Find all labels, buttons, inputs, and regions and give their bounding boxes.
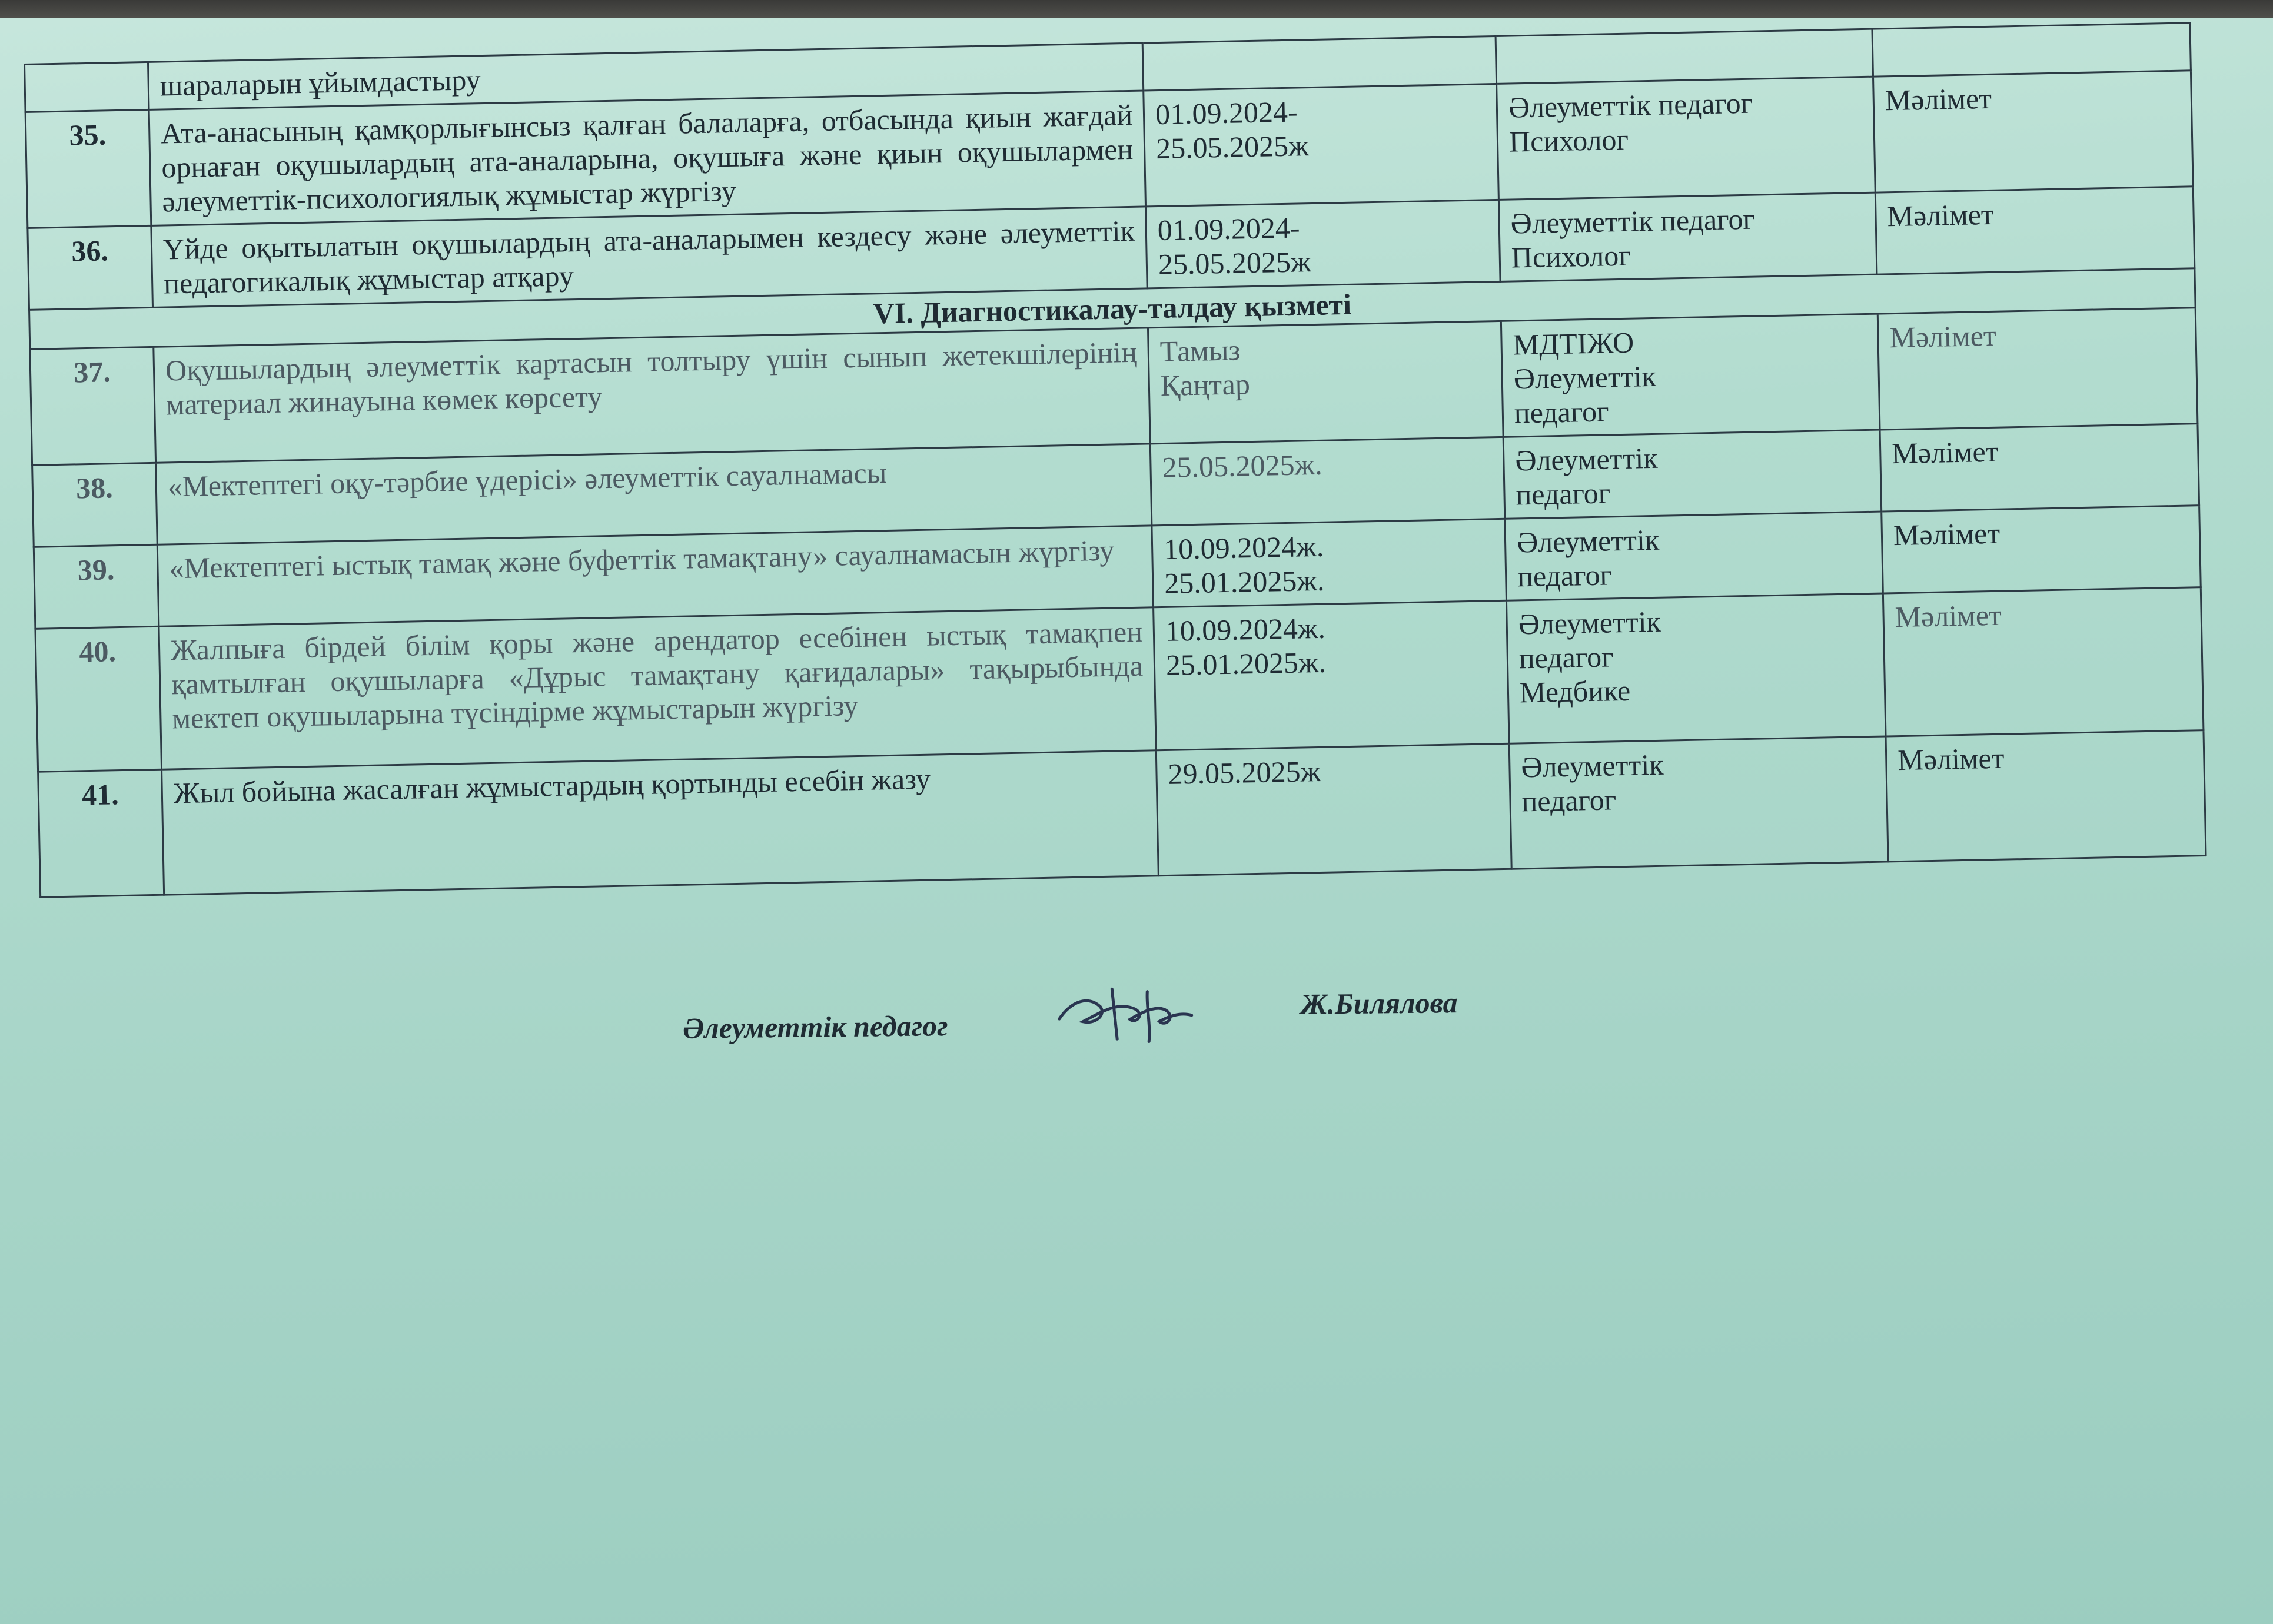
- signature-name: Ж.Билялова: [1300, 986, 1458, 1021]
- row-number: 36.: [28, 225, 153, 310]
- row-responsible: Әлеуметтік педагог: [1505, 512, 1883, 600]
- row-responsible: Әлеуметтік педагог Медбике: [1506, 593, 1886, 743]
- row-date: 10.09.2024ж. 25.01.2025ж.: [1154, 600, 1510, 750]
- row-task: «Мектептегі оқу-тәрбие үдерісі» әлеуметтік сауалнамасы: [156, 444, 1152, 544]
- handwritten-signature-icon: [1047, 982, 1201, 1049]
- row-date: 29.05.2025ж: [1156, 743, 1511, 875]
- section-title: VI. Диагностикалау-талдау қызметі: [29, 268, 2196, 350]
- row-task: шараларын ұйымдастыру: [148, 43, 1143, 109]
- row-task: Жалпыға бірдей білім қоры және арендатор есебінен ыстық тамақпен қамтылған оқушыларға «Дұрыс тамақтану қағидалары» тақырыбында мектеп оқушыларына түсіндірме жұмыстарын жүргізу: [159, 607, 1156, 769]
- row-form: Мәлімет: [1877, 308, 2198, 430]
- row-responsible: Әлеуметтік педагог: [1503, 430, 1882, 519]
- row-number: [25, 62, 149, 112]
- row-responsible: Әлеуметтік педагог Психолог: [1498, 192, 1877, 281]
- row-number: 40.: [35, 626, 162, 772]
- row-task: Жыл бойына жасалған жұмыстардың қортынды есебін жазу: [162, 750, 1159, 895]
- row-date: 01.09.2024- 25.05.2025ж: [1144, 84, 1499, 206]
- row-responsible: Әлеуметтік педагог Психолог: [1497, 77, 1876, 200]
- plan-table: [24, 22, 2207, 898]
- signature-role: Әлеуметтік педагог: [682, 1009, 948, 1045]
- row-number: 39.: [34, 544, 159, 629]
- signature-block: [682, 984, 1566, 1076]
- row-date: [1142, 36, 1496, 91]
- row-responsible: [1496, 29, 1873, 84]
- row-task: Ата-анасының қамқорлығынсыз қалған балаларға, отбасында қиын жағдай орнаған оқушылардың ата-аналарына, оқушыға және қиын оқушылармен әлеуметтік-психологиялық жұмыстар жүргізу: [149, 91, 1145, 225]
- row-task: Оқушылардың әлеуметтік картасын толтыру үшін сынып жетекшілерінің материал жинауына көмек көрсету: [154, 328, 1150, 463]
- row-date: 25.05.2025ж.: [1150, 437, 1505, 525]
- row-responsible: Әлеуметтік педагог: [1509, 736, 1888, 869]
- row-task: «Мектептегі ыстық тамақ және буфеттік тамақтану» сауалнамасын жүргізу: [157, 526, 1153, 626]
- row-date: 01.09.2024- 25.05.2025ж: [1146, 200, 1501, 288]
- row-date: Тамыз Қаңтар: [1148, 321, 1503, 443]
- row-form: Мәлімет: [1880, 424, 2199, 512]
- row-task: Үйде оқытылатын оқушылардың ата-аналарымен кездесу және әлеуметтік педагогикалық жұмыстар атқару: [151, 207, 1147, 307]
- row-number: 37.: [30, 347, 156, 465]
- row-form: Мәлімет: [1886, 730, 2206, 862]
- row-number: 35.: [25, 109, 151, 228]
- row-form: [1872, 23, 2191, 77]
- row-form: Мәлімет: [1882, 506, 2201, 593]
- row-number: 41.: [38, 769, 164, 897]
- row-form: Мәлімет: [1873, 71, 2194, 192]
- row-date: 10.09.2024ж. 25.01.2025ж.: [1152, 519, 1507, 607]
- row-number: 38.: [32, 463, 158, 547]
- row-form: Мәлімет: [1883, 587, 2204, 736]
- row-form: Мәлімет: [1875, 187, 2195, 274]
- row-responsible: МДТІЖО Әлеуметтік педагог: [1501, 314, 1880, 437]
- paper-sheet: [0, 18, 2273, 1624]
